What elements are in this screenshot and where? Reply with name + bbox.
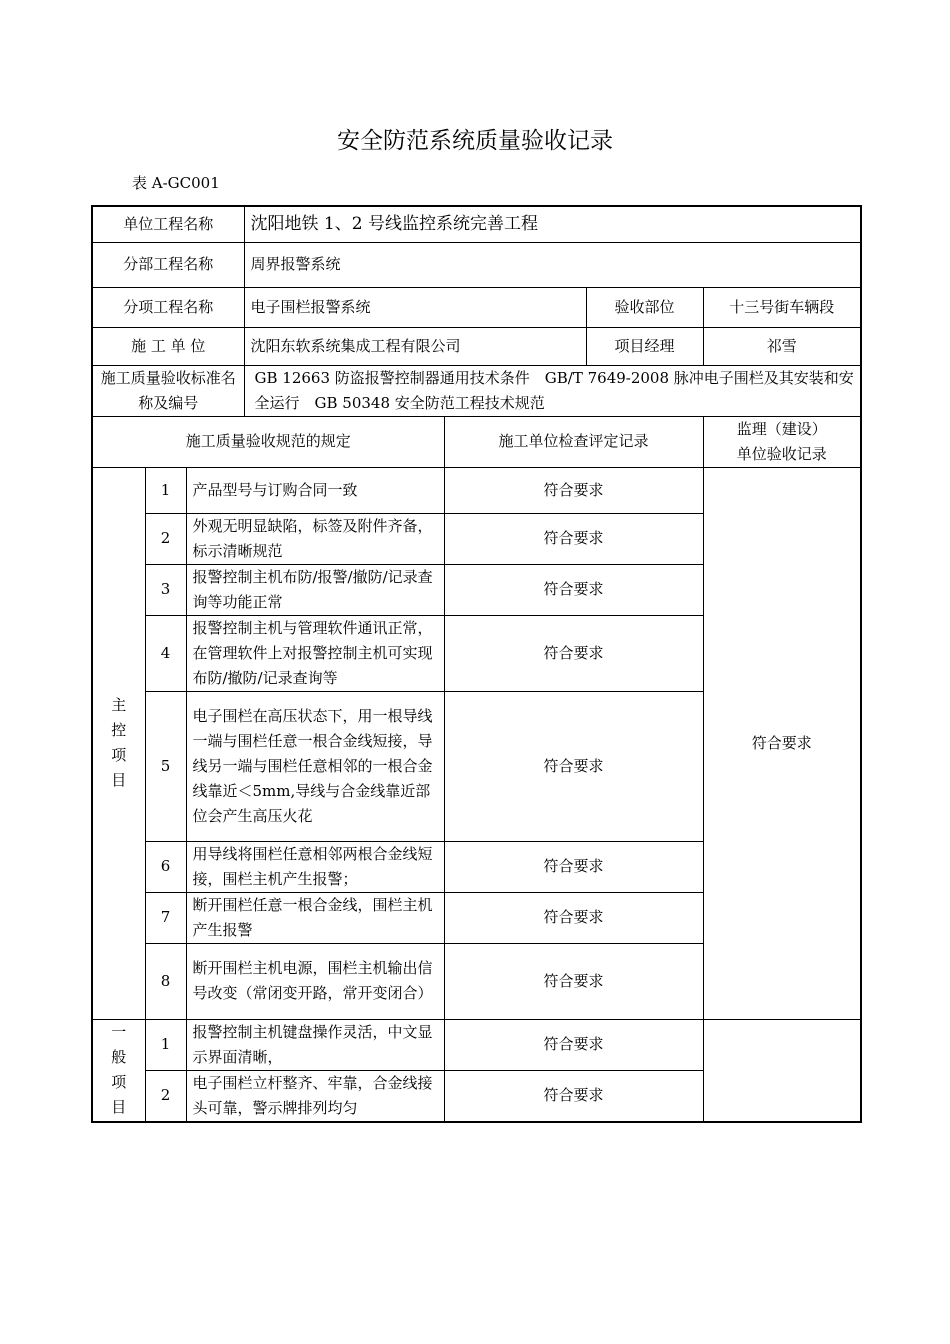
- unit-project-label: 单位工程名称: [92, 206, 244, 242]
- row-text: 断开围栏任意一根合金线，围栏主机产生报警: [186, 892, 444, 943]
- unit-project-value: 沈阳地铁 1、2 号线监控系统完善工程: [244, 206, 861, 242]
- supervisor-header: 监理（建设）单位验收记录: [703, 416, 861, 467]
- acceptance-part-value: 十三号街车辆段: [703, 287, 861, 327]
- row-number: 7: [145, 892, 186, 943]
- row-number: 1: [145, 1019, 186, 1070]
- manager-label: 项目经理: [586, 327, 703, 365]
- contractor-label: 施 工 单 位: [92, 327, 244, 365]
- row-text: 产品型号与订购合同一致: [186, 467, 444, 513]
- manager-value: 祁雪: [703, 327, 861, 365]
- contractor-value: 沈阳东软系统集成工程有限公司: [244, 327, 586, 365]
- standard-value: GB 12663 防盗报警控制器通用技术条件 GB/T 7649-2008 脉冲电子围栏及其安装和安全运行 GB 50348 安全防范工程技术规范: [244, 365, 861, 416]
- row-text: 电子围栏在高压状态下，用一根导线一端与围栏任意一根合金线短接，导线另一端与围栏任意相邻的一根合金线靠近＜5mm,导线与合金线靠近部位会产生高压火花: [186, 691, 444, 841]
- row-text: 电子围栏立杆整齐、牢靠，合金线接头可靠，警示牌排列均匀: [186, 1070, 444, 1122]
- main-items-group-label: 主控项目: [92, 467, 145, 1019]
- row-number: 5: [145, 691, 186, 841]
- table-row: [92, 1019, 861, 1070]
- sub-project-label: 分部工程名称: [92, 242, 244, 287]
- sub-project-value: 周界报警系统: [244, 242, 861, 287]
- row-result: 符合要求: [444, 1019, 703, 1070]
- row-result: 符合要求: [444, 841, 703, 892]
- row-result: 符合要求: [444, 1070, 703, 1122]
- table-row: [92, 467, 861, 513]
- row-number: 1: [145, 467, 186, 513]
- row-number: 3: [145, 564, 186, 615]
- row-text: 外观无明显缺陷，标签及附件齐备，标示清晰规范: [186, 513, 444, 564]
- item-project-value: 电子围栏报警系统: [244, 287, 586, 327]
- row-result: 符合要求: [444, 467, 703, 513]
- check-header: 施工单位检查评定记录: [444, 416, 703, 467]
- main-items-supervisor-result: 符合要求: [703, 467, 861, 1019]
- row-number: 2: [145, 513, 186, 564]
- acceptance-table: [91, 205, 862, 1123]
- general-items-supervisor-cell: [703, 1019, 861, 1122]
- row-text: 报警控制主机布防/报警/撤防/记录查询等功能正常: [186, 564, 444, 615]
- standard-label: 施工质量验收标准名称及编号: [92, 365, 244, 416]
- row-text: 报警控制主机键盘操作灵活，中文显示界面清晰，: [186, 1019, 444, 1070]
- item-project-label: 分项工程名称: [92, 287, 244, 327]
- row-result: 符合要求: [444, 615, 703, 691]
- row-number: 2: [145, 1070, 186, 1122]
- row-number: 4: [145, 615, 186, 691]
- row-result: 符合要求: [444, 691, 703, 841]
- row-text: 用导线将围栏任意相邻两根合金线短接，围栏主机产生报警；: [186, 841, 444, 892]
- row-result: 符合要求: [444, 513, 703, 564]
- row-text: 报警控制主机与管理软件通讯正常，在管理软件上对报警控制主机可实现布防/撤防/记录查询等: [186, 615, 444, 691]
- row-text: 断开围栏主机电源，围栏主机输出信号改变（常闭变开路，常开变闭合）: [186, 943, 444, 1019]
- spec-header: 施工质量验收规范的规定: [92, 416, 444, 467]
- row-result: 符合要求: [444, 564, 703, 615]
- form-code: 表 A-GC001: [132, 174, 220, 192]
- acceptance-part-label: 验收部位: [586, 287, 703, 327]
- page-title: 安全防范系统质量验收记录: [337, 128, 613, 154]
- general-items-group-label: 一般项目: [92, 1019, 145, 1122]
- row-number: 6: [145, 841, 186, 892]
- row-number: 8: [145, 943, 186, 1019]
- row-result: 符合要求: [444, 892, 703, 943]
- row-result: 符合要求: [444, 943, 703, 1019]
